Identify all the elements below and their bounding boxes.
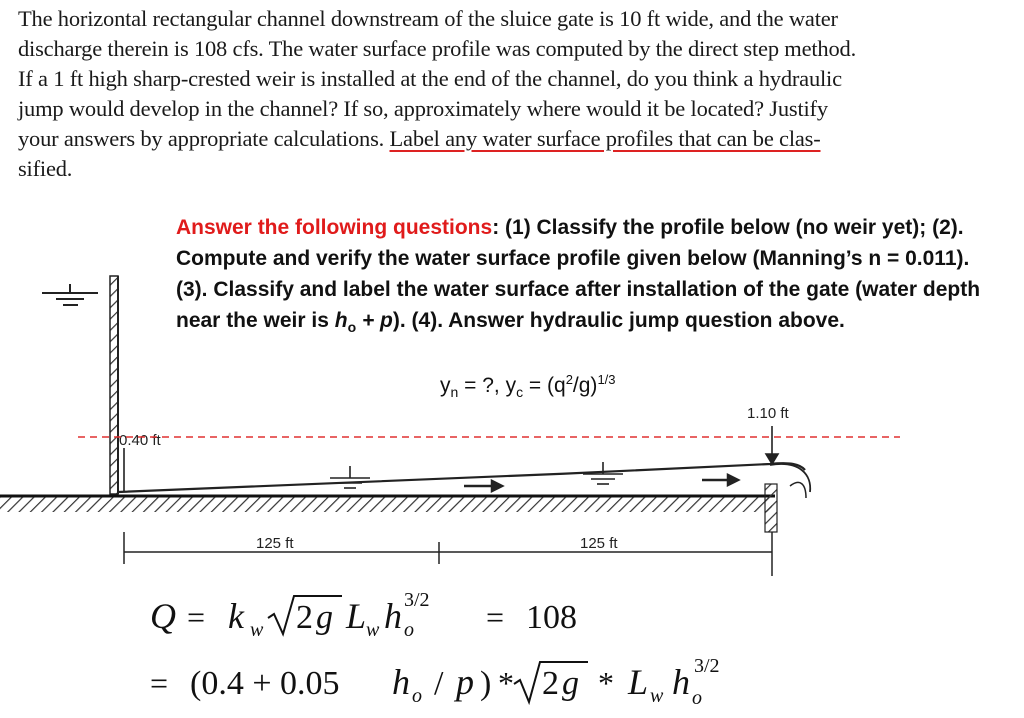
eq2-two: 2 [542,665,559,702]
q-squared: 2 [565,372,573,387]
channel-diagram [0,270,1024,590]
eq1-equals-1: = [187,599,206,635]
problem-line-3: If a 1 ft high sharp-crested weir is installed at the end of the channel, do you think a hydraulic [18,66,842,91]
length-left-label: 125 ft [256,535,294,552]
eq2-p: p [456,662,474,702]
questions-h: h [334,309,348,332]
flow-arrow-2 [702,475,738,485]
questions-text-1: : (1) Classify the profile below (no weir yet); (2). Compute and verify the water surface profile given below (Manning’s n = 0.011). (3). Classify and label the water surface after installation of the gate (water depth near the weir is [176,216,981,332]
eq2-o2-sub: o [692,687,702,709]
yc-rest: = (q [523,374,566,397]
yn-subscript: n [450,384,459,401]
weir-equation-line-1 [0,586,1024,646]
yn-symbol: y [440,374,451,397]
problem-line-5 [18,124,1008,154]
eq2-slash: / [434,665,444,702]
eq2-w-sub: w [650,685,664,707]
problem-line-5a: your answers by appropriate calculations. [18,126,390,151]
eq2-star-2: * [598,665,614,701]
eq1-exponent: 3/2 [404,589,430,611]
eq1-Q: Q [150,596,176,636]
length-dimension-line [124,532,772,576]
yc-symbol: y [505,374,517,397]
questions-text-2: ). (4). Answer hydraulic jump question above. [392,309,845,332]
problem-line-6: sified. [18,156,73,181]
depth-right-label: 1.10 ft [747,405,789,422]
eq1-L: L [346,596,367,636]
problem-line-1: The horizontal rectangular channel downstream of the sluice gate is 10 ft wide, and the water [18,6,838,31]
depth-left-label: 0.40 ft [119,432,161,449]
eq2-close: ) [480,665,492,702]
channel-bed [0,496,775,512]
questions-plus-p: + p [356,309,393,332]
eq1-o-sub: o [404,619,414,641]
questions-lead: Answer the following questions [176,216,493,239]
water-level-symbol-mid-1 [330,466,370,488]
cube-root-exp: 1/3 [597,372,616,387]
eq2-h: h [392,662,410,702]
depth-right-arrow [766,426,778,464]
eq2-L: L [628,662,649,702]
eq2-equals: = [150,665,169,701]
eq2-o-sub: o [412,685,422,707]
problem-line-5b: Label any water surface profiles that can be clas- [389,126,821,151]
eq1-value: 108 [526,599,577,636]
flow-arrow-1 [464,481,502,491]
eq2-exponent: 3/2 [694,655,720,677]
problem-statement [18,4,1008,184]
yc-subscript: c [516,384,524,401]
eq1-h: h [384,596,402,636]
questions-o-sub: o [347,319,357,336]
eq1-g: g [316,599,333,636]
eq1-two: 2 [296,599,313,636]
slash-g: /g) [572,374,598,397]
problem-line-2: discharge therein is 108 cfs. The water surface profile was computed by the direct step method. [18,36,857,61]
water-surface-profile [118,463,805,492]
eq1-w-sub-1: w [250,619,264,641]
channel-end-weir [765,484,777,532]
eq2-coefficient-open: (0.4 + 0.05 [190,665,340,702]
eq2-star-1: * [498,665,514,701]
eq1-equals-2: = [486,599,505,635]
weir-equation-line-2 [0,650,1024,716]
eq2-g: g [562,665,579,702]
weir-nappe-lower [790,482,806,498]
problem-line-4: jump would develop in the channel? If so, approximately where would it be located? Justify [18,96,828,121]
sluice-gate [110,276,118,494]
yn-rest: = ?, [458,374,506,397]
water-level-symbol-upstream [42,284,98,305]
eq1-w-sub-2: w [366,619,380,641]
eq1-k: k [228,596,244,636]
length-right-label: 125 ft [580,535,618,552]
eq2-h2: h [672,662,690,702]
